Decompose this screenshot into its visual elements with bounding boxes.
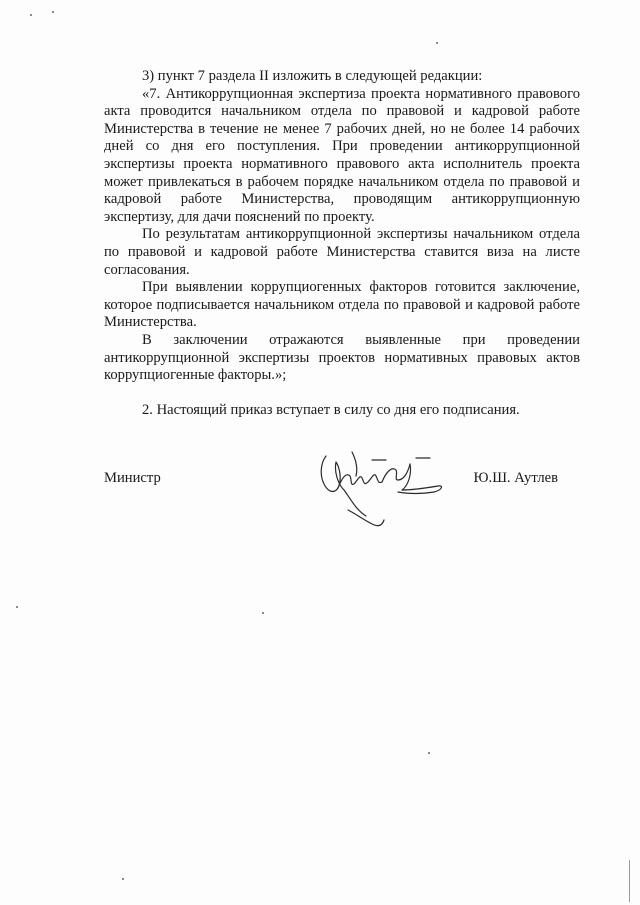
scan-speck [16, 606, 18, 608]
scan-edge-line [629, 860, 630, 902]
scan-speck [122, 878, 124, 880]
paragraph-conclusion: При выявлении коррупциогенных факторов готовится заключение, которое подписывается начальником отдела по правовой и кадровой работе Министерства. [104, 279, 580, 331]
paragraph-point-3: 3) пункт 7 раздела II изложить в следующей редакции: [142, 68, 483, 84]
paragraph-visa: По результатам антикоррупционной экспертизы начальником отдела по правовой и кадровой работе Министерства ставится виза на листе согласования. [104, 226, 580, 278]
signatory-name: Ю.Ш. Аутлев [473, 470, 558, 486]
scan-speck [262, 612, 264, 614]
scan-speck [428, 752, 430, 754]
document-body [104, 68, 580, 419]
paragraph-item-7: «7. Антикоррупционная экспертиза проекта нормативного правового акта проводится начальником отдела по правовой и кадровой работе Министерства в течение не менее 7 рабочих дней, но не более 14 рабочих дней со дня его поступления. При проведении антикоррупционной экспертизы проекта нормативного правового акта исполнитель проекта может привлекаться в рабочем порядке начальником отдела по правовой и кадровой работе Министерства, проводящим антикоррупционную экспертизу, для дачи пояснений по проекту. [104, 85, 580, 225]
signatory-title: Министр [104, 470, 161, 486]
scan-speck [52, 11, 54, 13]
order-clause: 2. Настоящий приказ вступает в силу со дня его подписания. [142, 401, 520, 418]
scan-speck [436, 42, 438, 44]
handwritten-signature [312, 450, 448, 530]
paragraph-factors: В заключении отражаются выявленные при проведении антикоррупционной экспертизы проектов нормативных правовых актов коррупциогенные факторы.»; [104, 331, 580, 384]
scan-speck [30, 14, 32, 16]
